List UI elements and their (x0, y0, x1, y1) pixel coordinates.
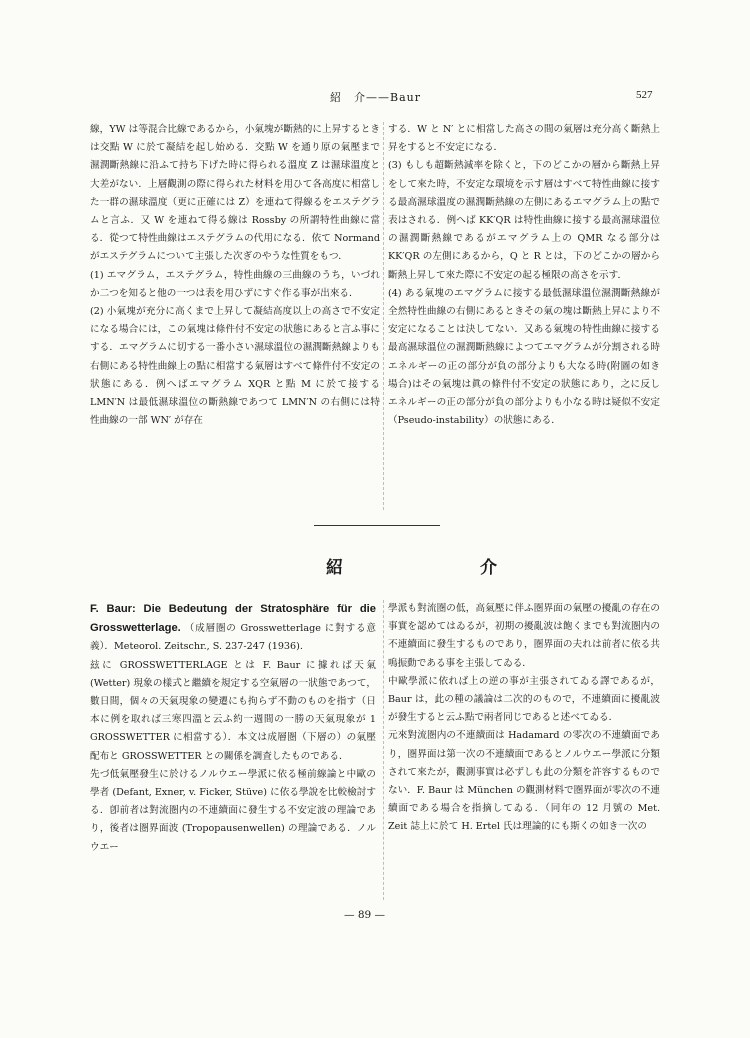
paragraph: 線，YW は等混合比線であるから，小氣塊が斷熱的に上昇するときは交點 W に於て凝結を起し始める．交點 W を通り原の氣壓まで濕潤斷熱線に沿ふて持ち下げた時に得られる溫度 Z は濕球溫度と大差がない．上層觀測の際に得られた材料を用ひて各高度に相當した一群の濕球溫度（更に正確には Z）を連ねて得線るをエステグラムと言ふ．又 W を連ねて得る線は Rossby の所謂特性曲線に當る．從つて特性曲線はエステグラムの代用になる．依て Normand がエステグラムについて主張した次ぎのやうな性質をもつ． (90, 124, 380, 263)
paragraph: 學派も對流圏の低，高氣壓に伴ふ圏界面の氣壓の擾亂の存在の事實を認めてはゐるが，初期の擾亂波は飽くまでも對流圏内の不連續面に發生するものであり，圏界面の夫れは前者に依る共鳴振動である事を主張してゐる． (388, 603, 660, 669)
reference-details: （成層圏の Grosswetterlage に對する意義）．Meteorol. Zeitschr., S. 237-247 (1936). (90, 623, 376, 653)
paragraph: (3) もしも超斷熱減率を除くと，下のどこかの層から斷熱上昇をして來た時，不安定な環境を示す層はすべて特性曲線に接する最高濕球溫度の濕潤斷熱線の左側にあるエマグラム上の點で表はされる．例へば KK′QR は特性曲線に接する最高濕球溫位の濕潤斷熱線であるがエマグラム上の QMR なる部分は KK′QR の左側にあるから，Q と R とは，下のどこかの層から斷熱上昇して來た際に不安定の起る極限の高さを示す． (388, 160, 660, 281)
running-title: 紹 介——Baur (330, 91, 421, 104)
section-divider (314, 525, 440, 526)
page-number: 527 (636, 89, 653, 101)
top-left-column (90, 121, 380, 430)
paragraph: (2) 小氣塊が充分に高くまで上昇して凝結高度以上の高さで不安定になる場合には，この氣塊は條件付不安定の狀態にあると言ふ事にする．エマグラムに切する一番小さい濕球溫位の濕潤斷熱線よりも右側にある特性曲線上の點に相當する氣層はすべて條件付不安定の狀態にある．例へばエマグラム XQR と點 M に於て接する LMN′N は最低濕球溫位の斷熱線であつて LMN′N の右側には特性曲線の一部 WN′ が存在 (90, 306, 380, 427)
top-right-column (388, 121, 660, 430)
column-divider (383, 600, 384, 900)
column-divider (383, 122, 384, 510)
bottom-left-column (90, 600, 376, 857)
section-title: 紹 介 (326, 558, 557, 578)
reference-author: F. Baur: (90, 603, 136, 615)
paragraph: 元來對流圏内の不連續面は Hadamard の零次の不連續面であり，圏界面は第一次の不連續面であるとノルウエー學派に分類されて來たが，觀測事實は必ずしも此の分類を許容するものでない．F. Baur は München の觀測材料で圏界面が零次の不連續面である場合を指摘してゐる．（同年の 12 月號の Met. Zeit 誌上に於て H. Ertel 氏は理論的にも斯くの如き一次の (388, 730, 660, 833)
paragraph: (4) ある氣塊のエマグラムに接する最低濕球溫位濕潤斷熱線が全然特性曲線の右側にあるときその氣の塊は斷熱上昇により不安定になることは決してない．又ある氣塊の特性曲線に接する最高濕球溫位の濕潤斷熱線によつてエマグラムが分割される時エネルギーの正の部分が負の部分よりも大なる時(附圖の如き場合)はその氣塊は眞の條件付不安定の狀態にあり，之に反しエネルギーの正の部分が負の部分よりも小なる時は疑似不安定（Pseudo-instability）の狀態にある． (388, 287, 660, 427)
reference-entry (90, 600, 376, 657)
bottom-right-column (388, 600, 660, 837)
paragraph: (1) エマグラム，エステグラム，特性曲線の三曲線のうち，いづれか二つを知ると他の一つは表を用ひずにすぐ作る事が出來る． (90, 269, 380, 299)
paragraph: 先づ低氣壓發生に於けるノルウエー學派に依る極前線論と中歐の學者 (Defant, Exner, v. Ficker, Stüve) に依る學說を比較檢討する．卽前者は對流圏内の不連續面に發生する不安定波の理論であり，後者は圏界面波 (Tropopausenwellen) の理論である．ノルウエー (90, 768, 376, 853)
footer-page-number: — 89 — (344, 909, 386, 921)
paragraph: する．W と N′ とに相當した高さの間の氣層は充分高く斷熱上昇をすると不安定になる． (388, 124, 660, 154)
paragraph: 玆に GROSSWETTERLAGE とは F. Baur に據れば天氣 (Wetter) 現象の樣式と繼續を規定する空氣層の一狀態であつて，數日間，個々の天氣現象の變遷にも拘らず不動のものを指す（日本に例を取れば三寒四溫と云ふ約一週間の一勝の天氣現象が 1 GROSSWETTER に相當する）．本文は成層圏（下層の）の氣壓配布と GROSSWETTER との關係を調査したものである． (90, 659, 376, 762)
reference-title: Die Bedeutung der Stratosphäre für die Grosswetterlage. (90, 603, 376, 635)
paragraph: 中歐學派に依れば上の逆の事が主張されてゐる譯であるが，Baur は，此の種の議論は二次的のもので，不連續面に擾亂波が發生すると云ふ點で兩者同じであると述べてゐる． (388, 675, 660, 724)
